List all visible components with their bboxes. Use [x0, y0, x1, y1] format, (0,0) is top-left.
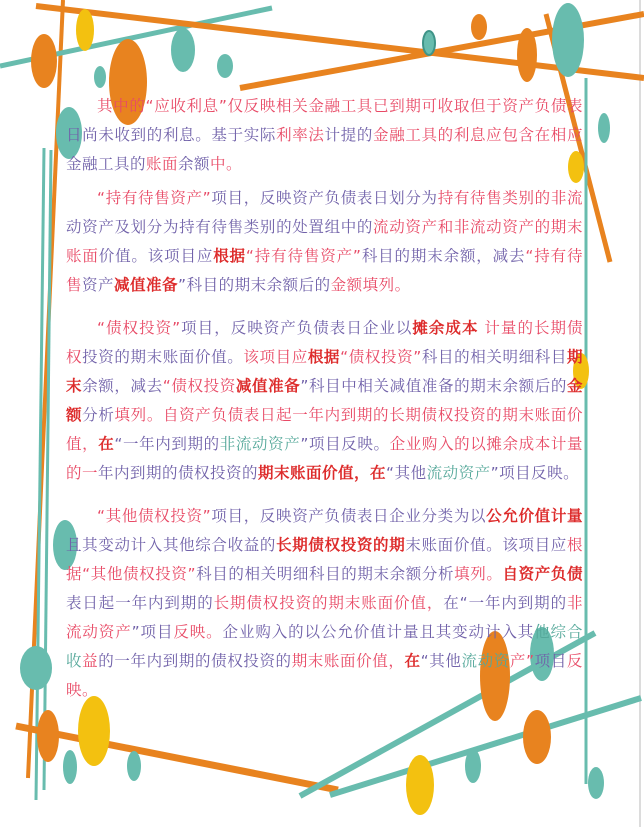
text-run: “持有待售资产” — [245, 247, 362, 265]
text-run: “一年内到期的 — [114, 435, 220, 453]
text-run: 在 — [98, 435, 115, 453]
text-run: 根据“其他债权投资” — [66, 536, 583, 583]
text-run: 期末 — [66, 348, 583, 395]
text-run: 减值准备 — [235, 377, 301, 395]
text-run: 投资的期末账面价值。 — [82, 348, 244, 366]
text-run: ”项目反映。 — [490, 464, 580, 482]
text-run: 金额 — [66, 377, 583, 424]
text-run: 年内到期的债权投资的 — [98, 464, 259, 482]
text-run: 项目，反映资产负债表日企业以 — [180, 319, 413, 337]
text-run: 流动资产和非流动资产的期末账面 — [66, 218, 583, 265]
paragraph — [66, 314, 583, 488]
text-run: 期末账面价值，在 — [258, 464, 387, 482]
text-run: 科目的期末余额，减去 — [361, 247, 526, 265]
text-run: 产” — [509, 652, 535, 670]
text-run: 填列。自资产负债表日起一年内到期的长期债权投资的期末账面价值， — [66, 406, 583, 453]
text-run: “持有待售资产” — [97, 189, 212, 207]
text-run: 在 — [404, 652, 421, 670]
document-body — [66, 92, 583, 710]
text-run: 的一年内到期的债权投资的 — [98, 652, 292, 670]
text-run: “债权投资 — [162, 377, 236, 395]
text-run: 他综合收 — [66, 623, 583, 670]
text-run: 资产 — [82, 276, 115, 294]
text-run: 项目 — [534, 652, 567, 670]
text-run: 余额，减去 — [82, 377, 163, 395]
text-run: “其他 — [386, 464, 427, 482]
text-run: “其他债权投资” — [97, 507, 212, 525]
text-run: 且其变动计入其他综合收益的 — [66, 536, 277, 554]
text-run: ”科目中相关减值准备的期末余额后的 — [300, 377, 567, 395]
text-run: 非流动资产 — [219, 435, 301, 453]
text-run: “债权投资” — [340, 348, 422, 366]
text-run: 余额 — [178, 155, 211, 173]
text-run: 日尚未收到的利息。基于实际 — [66, 126, 277, 144]
text-run: 在“一年内到期的 — [443, 594, 567, 612]
text-run: 金融工具的利息应包含在相应 — [373, 126, 583, 144]
text-run: “债权投资” — [97, 319, 181, 337]
text-run: 该项目应 — [243, 348, 308, 366]
paragraph — [66, 502, 583, 705]
paragraph — [66, 92, 583, 179]
text-run: 其中的“应收利息”仅反映相关金融工具已到期可收取但于资产负债表 — [97, 97, 583, 115]
text-run: 流动资产 — [426, 464, 491, 482]
text-run: 持有待售类别的非流 — [437, 189, 583, 207]
text-run: 根据 — [213, 247, 246, 265]
text-run: 项目，反映资产负债表日企业分类为以 — [211, 507, 487, 525]
text-run: 自资产负债 — [502, 565, 583, 583]
text-run: 益 — [82, 652, 99, 670]
text-run: ”科目的期末余额后的 — [178, 276, 331, 294]
text-run: 非流动资产 — [66, 594, 583, 641]
text-run: 项目，反映资产负债表日划分为 — [211, 189, 438, 207]
text-run: 长期债权投资的期末账面价值， — [213, 594, 444, 612]
text-run: 根据 — [307, 348, 341, 366]
text-run: 分析 — [82, 406, 115, 424]
text-run: 反映。 — [66, 652, 583, 699]
text-run: 长期债权投资的期 — [276, 536, 406, 554]
text-run: 企业购入的以公允价值计量且其变动计入其 — [222, 623, 535, 641]
text-run: 表日起一年内到期的 — [66, 594, 214, 612]
text-run: 中。 — [210, 155, 243, 173]
text-run: “持有待售 — [66, 247, 583, 294]
text-run: 填列。 — [454, 565, 503, 583]
text-run: 利率法 — [276, 126, 325, 144]
text-run: 计量的长期债权 — [66, 319, 583, 366]
text-run: 科目的相关明细科目 — [421, 348, 567, 366]
text-run: ”项目反映。 — [300, 435, 390, 453]
text-run: 科目的相关明细科目的期末余额分析 — [196, 565, 455, 583]
text-run: 期末账面价值， — [291, 652, 405, 670]
text-run: 末账面价值。该项目应 — [405, 536, 567, 554]
text-run: 流动资 — [461, 652, 510, 670]
text-run: 金额填列。 — [330, 276, 411, 294]
text-run: “其他 — [420, 652, 462, 670]
text-run: ”项目 — [131, 623, 174, 641]
text-run: 摊余成本 — [412, 319, 479, 337]
text-run: 金融工具的 — [66, 155, 147, 173]
text-run: 减值准备 — [114, 276, 179, 294]
text-run: 公允价值计量 — [486, 507, 583, 525]
text-run: 反映。 — [173, 623, 223, 641]
text-run: 计提的 — [324, 126, 374, 144]
text-run: 动资产及划分为持有待售类别的处置组中的 — [66, 218, 374, 236]
text-run: 企业购入的以摊余成本计量的一 — [66, 435, 583, 482]
text-run: 价值。该项目应 — [98, 247, 214, 265]
paragraph — [66, 184, 583, 300]
text-run: 账面 — [146, 155, 179, 173]
